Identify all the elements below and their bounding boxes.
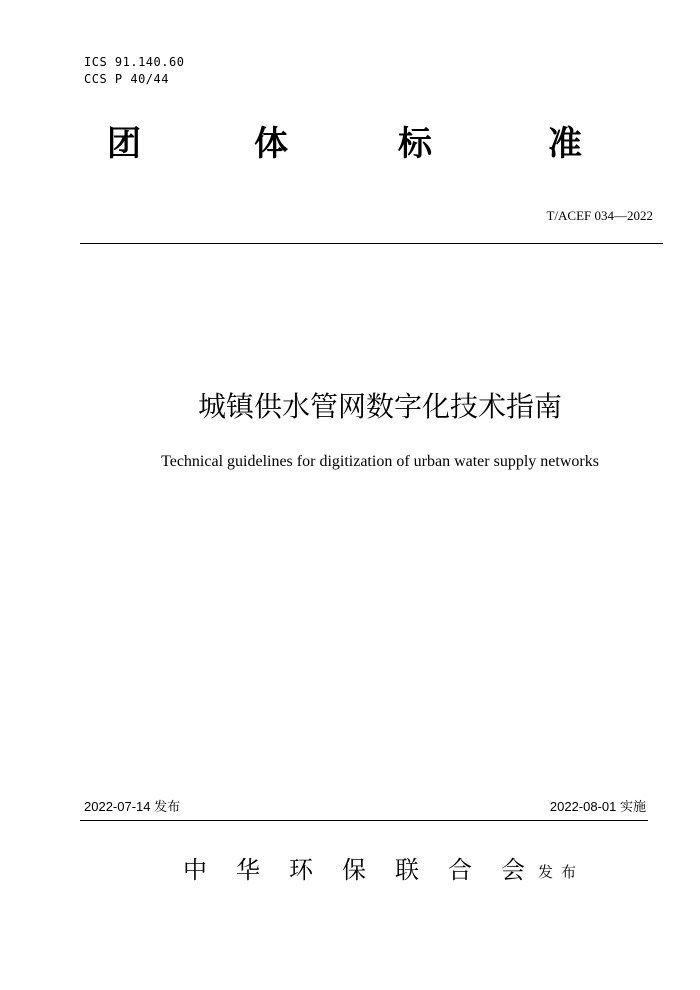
- publisher-char: 保: [342, 856, 366, 884]
- document-title-english: Technical guidelines for digitization of urban water supply networks: [161, 453, 599, 470]
- bottom-divider: [80, 820, 648, 821]
- ics-code: ICS 91.140.60: [84, 55, 185, 69]
- top-divider: [80, 243, 663, 244]
- publisher-char: 合: [448, 856, 472, 884]
- publish-label: 发布: [538, 863, 585, 881]
- issue-date: 2022-07-14 发布: [84, 799, 181, 814]
- publisher-char: 环: [289, 856, 313, 884]
- implementation-date: 2022-08-01 实施: [549, 799, 646, 814]
- standard-type-char-1: 团: [107, 124, 141, 164]
- ccs-code: CCS P 40/44: [84, 72, 169, 86]
- publisher-name: [183, 855, 554, 885]
- standard-type-char-4: 准: [548, 124, 582, 164]
- publisher-char: 联: [395, 856, 419, 884]
- publisher-char: 华: [236, 856, 260, 884]
- document-title-chinese: 城镇供水管网数字化技术指南: [197, 390, 562, 423]
- publisher-char: 会: [501, 856, 525, 884]
- standard-type-char-3: 标: [398, 124, 432, 164]
- standard-number: T/ACEF 034—2022: [546, 208, 653, 223]
- standard-type-char-2: 体: [254, 124, 288, 164]
- publisher-char: 中: [183, 856, 207, 884]
